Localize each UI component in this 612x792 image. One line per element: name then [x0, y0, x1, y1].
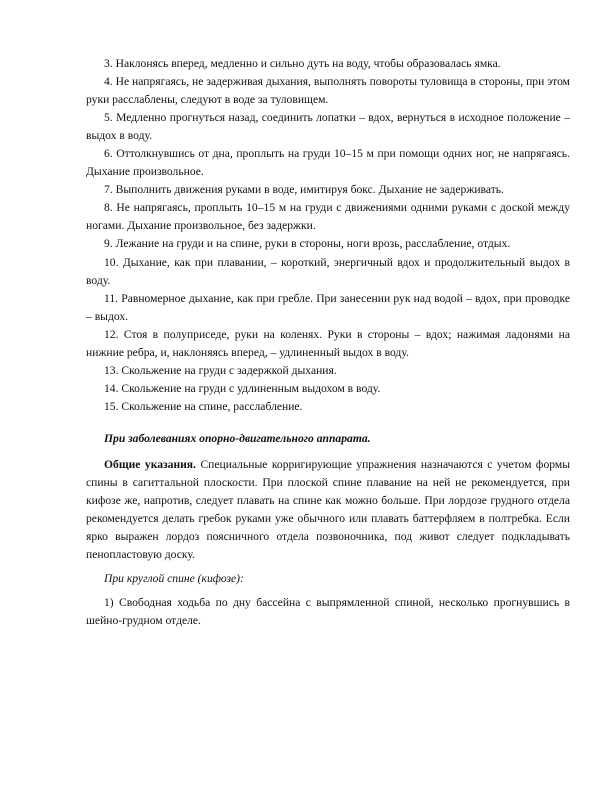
section-spacer — [86, 416, 570, 430]
exercise-item-4: 4. Не напрягаясь, не задерживая дыхания, выполнять повороты туловища в стороны, при этом руки расслаблены, следуют в воде за туловищем. — [86, 75, 570, 107]
exercise-item-8: 8. Не напрягаясь, проплыть 10–15 м на груди с движениями одними руками с доской между ногами. Дыхание произвольное, без задержки. — [86, 201, 570, 233]
exercise-item-13: 13. Скольжение на груди с задержкой дыхания. — [104, 363, 337, 377]
document-body — [86, 55, 570, 630]
general-instructions-paragraph — [86, 456, 570, 564]
kyphosis-exercise-1: 1) Свободная ходьба по дну бассейна с выпрямленной спиной, несколько прогнувшись в шейно-грудном отделе. — [86, 596, 570, 628]
general-instructions-lead: Общие указания. — [104, 457, 196, 471]
exercise-item-14: 14. Скольжение на груди с удлиненным выдохом в воду. — [104, 381, 381, 395]
exercise-item-12: 12. Стоя в полуприседе, руки на коленях. Руки в стороны – вдох; нажимая ладонями на нижние ребра, и, наклоняясь вперед, – удлиненный выдох в воду. — [86, 327, 570, 359]
heading-spacer — [86, 448, 570, 456]
general-instructions-text: Специальные корригирующие упражнения назначаются с учетом формы спины в сагиттальной плоскости. При плоской спине плавание на ней не рекомендуется, при кифозе же, напротив, следует плавать на спине как можно больше. При лордозе грудного отдела рекомендуется делать гребок руками уже обычного или плавать баттерфляем в полтребка. Если ярко выражен лордоз поясничного отдела позвоночника, под живот следует подкладывать пенопластовую доску. — [86, 457, 570, 562]
exercise-item-11: 11. Равномерное дыхание, как при гребле. При занесении рук над водой – вдох, при проводке – выдох. — [86, 291, 570, 323]
exercise-item-9: 9. Лежание на груди и на спине, руки в стороны, ноги врозь, расслабление, отдых. — [104, 237, 511, 251]
exercise-item-5: 5. Медленно прогнуться назад, соединить лопатки – вдох, вернуться в исходное положение – выдох в воду. — [86, 111, 570, 143]
exercise-item-3: 3. Наклонясь вперед, медленно и сильно дуть на воду, чтобы образовалась ямка. — [104, 57, 501, 70]
kyphosis-subheading: При круглой спине (кифозе): — [104, 572, 244, 586]
exercise-item-7: 7. Выполнить движения руками в воде, имитируя бокс. Дыхание не задерживать. — [104, 183, 504, 197]
exercise-item-6: 6. Оттолкнувшись от дна, проплыть на груди 10–15 м при помощи одних ног, не напрягаясь. Дыхание произвольное. — [86, 147, 570, 179]
section-heading: При заболеваниях опорно-двигательного аппарата. — [104, 431, 371, 445]
exercise-item-10: 10. Дыхание, как при плавании, – короткий, энергичный вдох и продолжительный выдох в воду. — [86, 255, 570, 287]
exercise-item-15: 15. Скольжение на спине, расслабление. — [104, 399, 303, 413]
